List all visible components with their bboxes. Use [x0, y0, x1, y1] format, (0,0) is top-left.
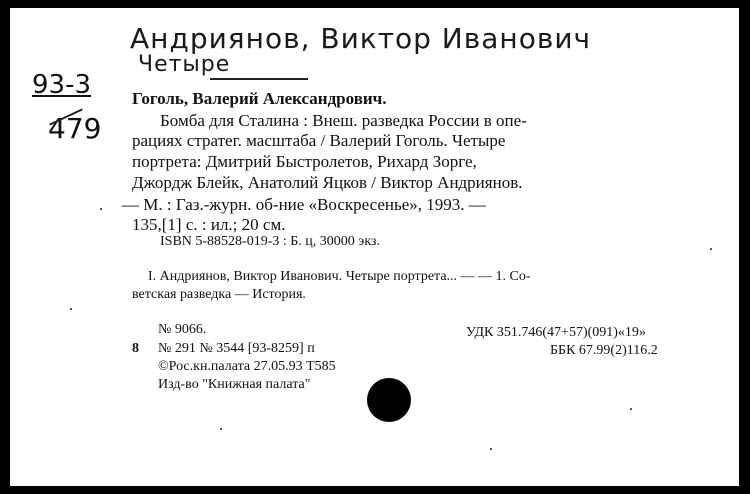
- entry-body-line: — М. : Газ.-журн. об-ние «Воскресенье», 1993. —: [122, 195, 486, 214]
- entry-body-line: портрета: Дмитрий Быстролетов, Рихард Зорге,: [132, 152, 477, 171]
- book-chamber-line: ©Рос.кн.палата 27.05.93 Т585: [158, 359, 336, 374]
- handwritten-underline: [210, 78, 308, 80]
- shelfmark-bottom: 479: [48, 112, 102, 145]
- shelfmark-top: 93-3: [32, 70, 92, 100]
- speck: [490, 448, 492, 450]
- handwritten-title: Четыре: [138, 52, 231, 77]
- udk-code: УДК 351.746(47+57)(091)«19»: [466, 325, 646, 340]
- speck: [710, 248, 712, 250]
- speck: [70, 308, 72, 310]
- entry-body-line: 135,[1] с. : ил.; 20 см.: [132, 215, 286, 234]
- left-marker: 8: [132, 341, 139, 356]
- handwritten-author: Андриянов, Виктор Иванович: [130, 22, 592, 55]
- speck: [100, 208, 102, 210]
- record-number: № 291 № 3544 [93-8259] п: [158, 341, 315, 356]
- isbn-line: ISBN 5-88528-019-3 : Б. ц, 30000 экз.: [160, 234, 380, 249]
- entry-heading: Гоголь, Валерий Александрович.: [132, 89, 387, 108]
- bbk-code: ББК 67.99(2)116.2: [550, 343, 658, 358]
- card-number: № 9066.: [158, 322, 207, 337]
- ink-stain: [367, 378, 411, 422]
- speck: [630, 408, 632, 410]
- publisher-line: Изд-во "Книжная палата": [158, 377, 311, 392]
- entry-body-line: рациях стратег. масштаба / Валерий Гоголь. Четыре: [132, 131, 506, 150]
- tracing-line: I. Андриянов, Виктор Иванович. Четыре портрета... — — 1. Со-: [148, 269, 531, 284]
- tracing-line: ветская разведка — История.: [132, 287, 306, 302]
- speck: [220, 428, 222, 430]
- entry-body-line: Джордж Блейк, Анатолий Яцков / Виктор Андриянов.: [132, 173, 523, 192]
- entry-body-line: Бомба для Сталина : Внеш. разведка России в опе-: [160, 111, 527, 130]
- catalog-card: [10, 8, 739, 486]
